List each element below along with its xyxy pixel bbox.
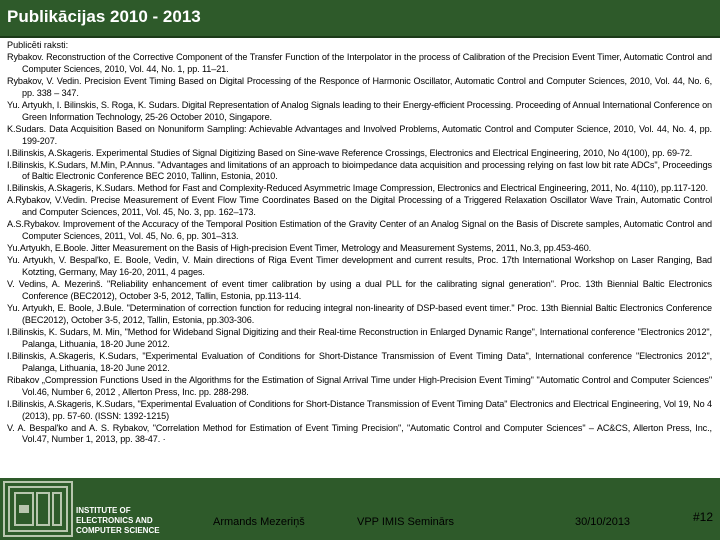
footer-seminar: VPP IMIS Seminārs [357,516,454,528]
reference-item: I.Bilinskis, A.Skageris. Experimental Studies of Signal Digitizing Based on Sine-wave Reference Crossings, Electronics and Electrical Engineering, 2010, No 4(100), pp. 69-72. [7,147,693,158]
reference-item: A.S.Rybakov. Improvement of the Accuracy of the Temporal Position Estimation of the Gravity Center of an Analog Signal on the Basis of Discrete samples, Automatic Control and Computer Sciences, 2011, Vol. 45, No. 6, pp. 301–313. [7,219,712,242]
reference-item: Yu. Artyukh, E. Boole, J.Bule. "Determination of correction function for reducing integral non-linearity of DSP-based event timer." Proc. 13th Biennial Baltic Electronics Conference (BEC2012), October 3-5, 2012, Tallin, Estonia, pp.303-306. [7,302,712,325]
footer-author: Armands Mezeriņš [213,516,305,528]
reference-item: Yu. Artyukh, V. Bespal'ko, E. Boole, Vedin, V. Main directions of Riga Event Timer development and current results, Proc. 17th International Workshop on Laser Ranging, Bad Kotzting, Germany, May 16-20, 2011, 4 pages. [7,255,712,278]
reference-item: Rybakov, V. Vedin. Precision Event Timing Based on Digital Processing of the Responce of Harmonic Oscillator, Automatic Control and Computer Sciences, 2010, Vol. 44, No. 6, pp. 338 – 347. [7,75,712,98]
reference-item: V. A. Bespal'ko and A. S. Rybakov, "Correlation Method for Estimation of Event Timing Precision", "Automatic Control and Computer Sciences" – AC&CS, Allerton Press, Inc., Vol.47, Number 1, 2013, pp. 38-47. · [7,422,712,445]
reference-item: Rybakov. Reconstruction of the Corrective Component of the Transfer Function of the Interpolator in the process of Calibration of the Precision Event Timer, Automatic Control and Computer Sciences, 2010, Vol. 44, No. 1, pp. 11–21. [7,51,712,74]
footer [0,478,720,540]
reference-item: I.Bilinskis, A.Skageris, K.Sudars, "Experimental Evaluation of Conditions for Short-Distance Transmission of Event Timing Data" Electronics and Electrical Engineering, Vol 19, No 4 (2013), pp. 57-60. (ISSN: 1392-1215) [7,398,712,421]
institute-line: COMPUTER SCIENCE [76,526,160,535]
reference-item: I.Bilinskis, A.Skageris, K.Sudars. Method for Fast and Complexity-Reduced Asymmetric Image Compression, Electronics and Electrical Engineering, 2011, No. 4(110), pp.117-120. [7,183,708,194]
intro-label: Publicēti raksti: [7,40,69,50]
reference-item: A.Rybakov, V.Vedin. Precise Measurement of Event Flow Time Coordinates Based on the Digital Processing of a Triggered Relaxation Oscillator Wave Train, Automatic Control and Computer Sciences, 2011, Vol. 45, No. 3, pp. 162–173. [7,195,712,218]
reference-item: Yu. Artyukh, I. Bilinskis, S. Roga, K. Sudars. Digital Representation of Analog Signals leading to their Energy-efficient Processing. Proceeding of Annual International Conference on Green Information Technology, 25-26 October 2010, Singapore. [7,99,713,122]
reference-item: V. Vedins, A. Mezerinš. "Reliability enhancement of event timer calibration by using a dual PLL for the calibrating signal generation". Proc. 13th Biennial Baltic Electronics Conference (BEC2012), October 3-5, 2012, Tallin, Estonia, pp.113-114. [7,279,712,302]
page-title: Publikācijas 2010 - 2013 [7,7,201,26]
reference-item: I.Bilinskis, K. Sudars, M. Min, "Method for Wideband Signal Digitizing and their Real-time Reconstruction in Enlarged Dynamic Range", International conference "Electronics 2012", Palanga, Lithuania, 18-20 June 2012. [7,326,712,349]
reference-item: I.Bilinskis, A.Skageris, K.Sudars, "Experimental Evaluation of Conditions for Short-Distance Transmission of Event Timing Data", International conference "Electronics 2012", Palanga, Lithuania, 18-20 June 2012. [7,350,712,373]
edi-logo-icon [3,481,73,537]
reference-list [7,52,712,446]
institute-line: ELECTRONICS AND [76,516,153,525]
slide-number: #12 [692,510,713,524]
reference-item: Ribakov „Compression Functions Used in the Algorithms for the Estimation of Signal Arrival Time under High-Precision Event Timing" "Automatic Control and Computer Sciences" Vol.46, Number 6, 2012 , Allerton Press, Inc. pp. 288-298. [7,374,712,397]
publications-content [7,40,712,446]
institute-line: INSTITUTE OF [76,506,131,515]
title-bar [0,0,720,38]
reference-item: K.Sudars. Data Acquisition Based on Nonuniform Sampling: Achievable Advantages and Involved Problems, Automatic Control and Computer Science, 2010, Vol. 44, No. 4, pp. 199-207. [7,123,712,146]
reference-item: Yu.Artyukh, E.Boole. Jitter Measurement on the Basis of High-precision Event Timer, Metrology and Measurement Systems, 2011, No.3, pp.453-460. [7,243,592,254]
footer-date: 30/10/2013 [575,516,631,528]
institute-name [76,506,160,536]
reference-item: I.Bilinskis, K.Sudars, M.Min, P.Annus. "Advantages and limitations of an approach to bioimpedance data acquisition and processing relying on fast low bit rate ADCs", Proceedings of Baltic Electronic Conference BEC 2010, Tallinn, Estonia, 2010. [7,159,712,182]
